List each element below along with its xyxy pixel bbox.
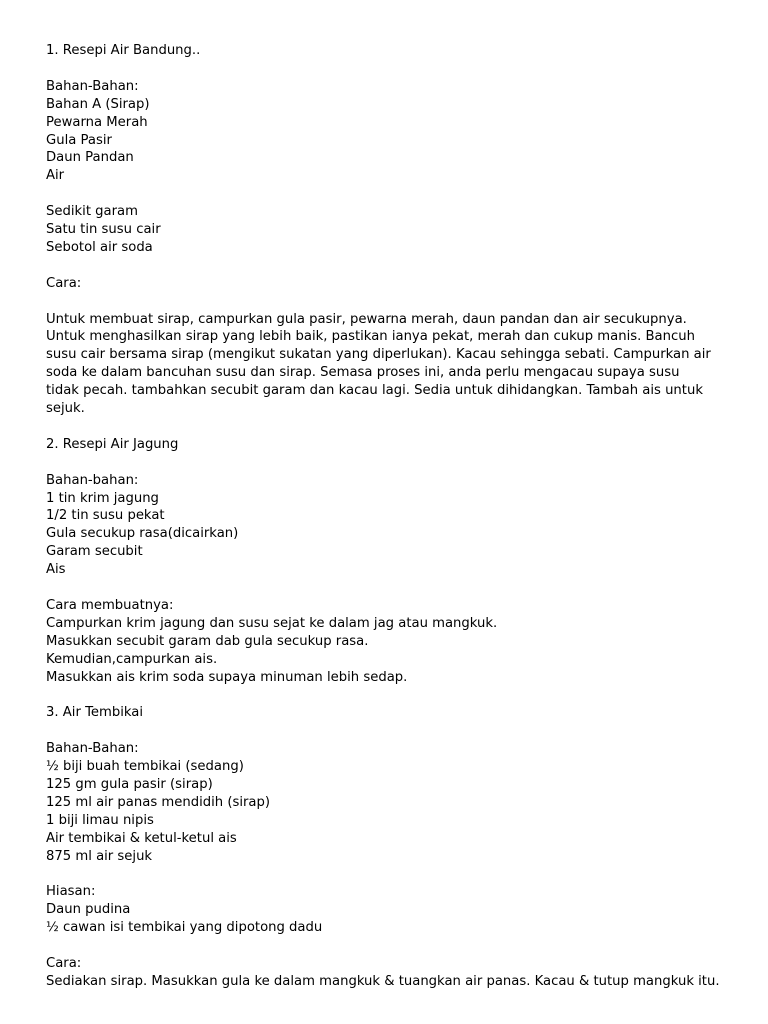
recipe-1-ingredient: Sedikit garam (46, 204, 138, 220)
recipe-1-method-text: Untuk membuat sirap, campurkan gula pasir, pewarna merah, daun pandan dan air secukupnya. Untuk menghasilkan sirap yang lebih baik, pastikan ianya pekat, merah dan cukup manis. Bancuh susu cair bersama sirap (mengikut sukatan yang diperlukan). Kacau sehingga sebati. Campurkan air soda ke dalam bancuhan susu dan sirap. Semasa proses ini, anda perlu mengacau supaya susu tidak pecah. tambahkan secubit garam dan kacau lagi. Sedia untuk dihidangkan. Tambah ais untuk sejuk. (46, 311, 711, 417)
recipe-2-ingredient: 1/2 tin susu pekat (46, 508, 165, 524)
recipe-1-ingredient: Gula Pasir (46, 132, 112, 148)
recipe-2-method-step: Campurkan krim jagung dan susu sejat ke dalam jag atau mangkuk. (46, 615, 498, 631)
recipe-1-ingredient: Bahan A (Sirap) (46, 96, 150, 112)
document-page (46, 42, 726, 991)
recipe-1-method-heading: Cara: (46, 275, 82, 291)
recipe-3-garnish-item: ½ cawan isi tembikai yang dipotong dadu (46, 920, 323, 936)
recipe-3-ingredient: 1 biji limau nipis (46, 812, 154, 828)
recipe-1-ingredient: Daun Pandan (46, 150, 134, 166)
recipe-2-ingredient: 1 tin krim jagung (46, 490, 159, 506)
recipe-2-method-step: Masukkan secubit garam dab gula secukup rasa. (46, 633, 369, 649)
recipe-2-title: 2. Resepi Air Jagung (46, 436, 179, 452)
recipe-3-ingredient: 125 gm gula pasir (sirap) (46, 777, 213, 793)
recipe-3-ingredient: Air tembikai & ketul-ketul ais (46, 830, 237, 846)
recipe-2-ingredients-heading: Bahan-bahan: (46, 472, 139, 488)
recipe-3-method-step: Sediakan sirap. Masukkan gula ke dalam mangkuk & tuangkan air panas. Kacau & tutup mangkuk itu. (46, 973, 720, 989)
recipe-2-method-step: Masukkan ais krim soda supaya minuman lebih sedap. (46, 669, 408, 685)
recipe-3-ingredient: 875 ml air sejuk (46, 848, 153, 864)
recipe-2-method-heading: Cara membuatnya: (46, 597, 174, 613)
recipe-3-ingredient: ½ biji buah tembikai (sedang) (46, 759, 244, 775)
recipe-3-garnish-item: Daun pudina (46, 902, 131, 918)
recipe-3-ingredient: 125 ml air panas mendidih (sirap) (46, 794, 271, 810)
recipe-1-ingredient: Pewarna Merah (46, 114, 148, 130)
recipe-2-ingredient: Gula secukup rasa(dicairkan) (46, 526, 239, 542)
recipe-3-title: 3. Air Tembikai (46, 705, 144, 721)
recipe-1-ingredient: Air (46, 168, 65, 184)
recipe-1-ingredient: Sebotol air soda (46, 239, 153, 255)
recipe-3-ingredients-heading: Bahan-Bahan: (46, 741, 139, 757)
recipe-3-garnish-heading: Hiasan: (46, 884, 96, 900)
recipe-3-method-heading: Cara: (46, 956, 82, 972)
recipe-1-title: 1. Resepi Air Bandung.. (46, 43, 201, 58)
recipe-2-ingredient: Garam secubit (46, 544, 143, 560)
recipe-2-method-step: Kemudian,campurkan ais. (46, 651, 218, 667)
recipe-1-ingredient: Satu tin susu cair (46, 222, 161, 238)
recipe-1-ingredients-heading: Bahan-Bahan: (46, 78, 139, 94)
recipe-2-ingredient: Ais (46, 562, 66, 578)
